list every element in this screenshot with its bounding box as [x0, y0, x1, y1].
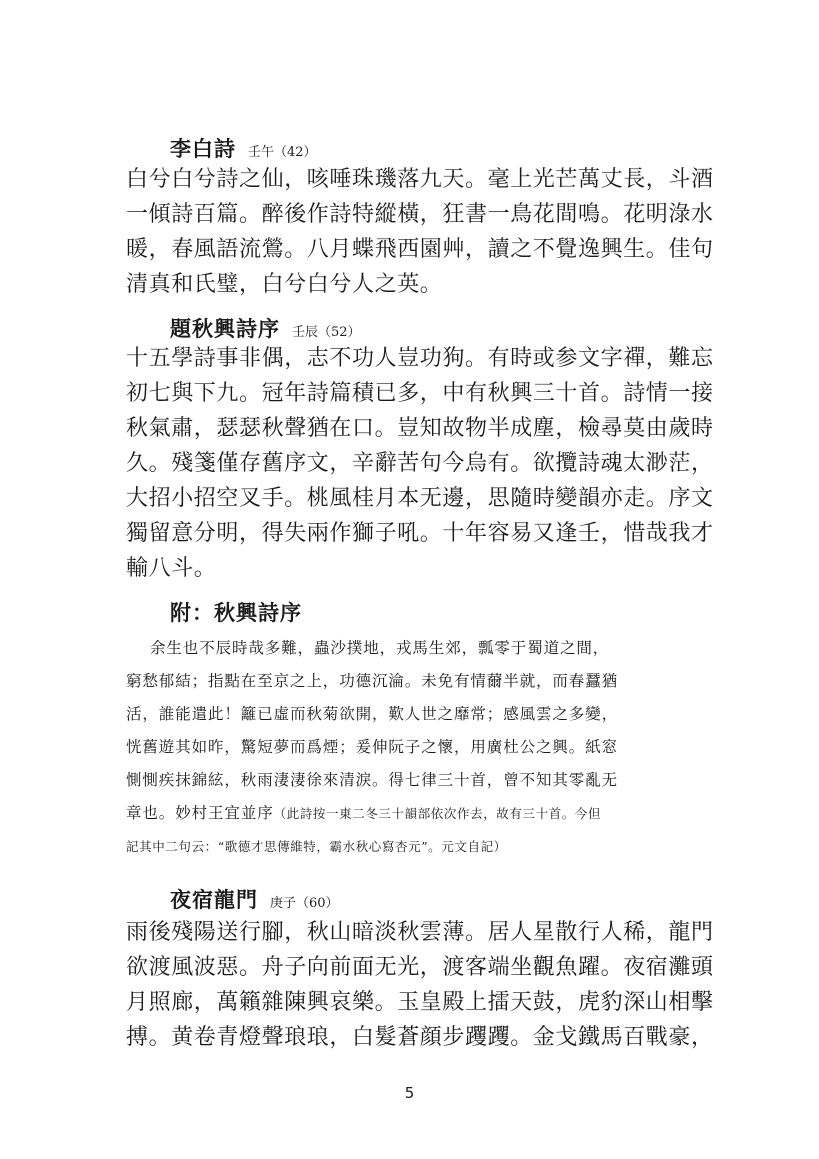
- poem-line: 一傾詩百篇。醉後作詩特縱橫，狂書一鳥花間鳴。花明淥水: [126, 202, 714, 227]
- poem-line: 搏。黄卷青燈聲琅琅，白髮蒼顔步躩躩。金戈鐵馬百戰豪，: [126, 1025, 714, 1050]
- preface-line: 窮愁郁結；指點在至京之上，功德沉淪。未免有情薾半就，而春蠶猶: [126, 672, 619, 690]
- preface-signature: 章也。妙村王宜並序: [126, 804, 274, 822]
- poem-line: 初七與下九。冠年詩篇積已多，中有秋興三十首。詩情一接: [126, 381, 714, 406]
- poem-heading: [170, 313, 361, 343]
- author-note: 記其中二句云：“歌德才思傳維特，霸水秋心寫杏元”。元文自記）: [126, 839, 507, 854]
- preface-line: [126, 801, 726, 826]
- preface-line: 恍舊遊其如昨，驚短夢而爲煙；爰伸阮子之懷，用廣杜公之興。紙窓: [126, 738, 619, 756]
- appendix-heading: [170, 597, 302, 627]
- poem-line: 大招小招空叉手。桃風桂月本无邊，思隨時變韻亦走。序文: [126, 486, 714, 511]
- poem-title: 題秋興詩序: [170, 317, 280, 341]
- preface-line: 活，誰能遣此！籬已虛而秋菊欲開，歎人世之靡常；感風雲之多變，: [126, 705, 619, 723]
- poem-line: 月照廊，萬籟雜陳興哀樂。玉皇殿上擂天鼓，虎豹深山相擊: [126, 990, 714, 1015]
- poem-date-note: 壬午（42）: [248, 145, 317, 160]
- poem-line: 輸八斗。: [126, 556, 217, 581]
- poem-title: 李白詩: [170, 137, 236, 161]
- poem-line: 雨後殘陽送行腳，秋山暗淡秋雲薄。居人星散行人稀，龍門: [126, 920, 714, 945]
- poem-line: 暖，春風語流鶯。八月蝶飛西園艸，讀之不覺逸興生。佳句: [126, 237, 714, 262]
- poem-heading: [170, 884, 339, 914]
- page-number: 5: [404, 1084, 415, 1102]
- preface-line: 余生也不辰時哉多難，蟲沙撲地，戎馬生郊，瓢零于蜀道之間，: [150, 639, 610, 657]
- poem-line: 清真和氏璧，白兮白兮人之英。: [126, 272, 443, 297]
- poem-line: 白兮白兮詩之仙，咳唾珠璣落九天。毫上光芒萬丈長，斗酒: [126, 167, 714, 192]
- poem-line: 秋氣肅，瑟瑟秋聲猶在口。豈知故物半成塵，檢尋莫由歲時: [126, 416, 714, 441]
- poem-date-note: 庚子（60）: [270, 896, 339, 911]
- preface-line: [126, 834, 726, 859]
- poem-line: 久。殘箋僅存舊序文，辛辭苦句今烏有。欲攬詩魂太渺茫，: [126, 451, 714, 476]
- poem-date-note: 壬辰（52）: [292, 325, 361, 340]
- poem-line: 十五學詩事非偶，志不功人豈功狗。有時或参文字禪，難忘: [126, 346, 714, 371]
- preface-line: 惻惻疾抹錦絃，秋雨淒淒徐來清淚。得七律三十首，曾不知其零亂无: [126, 771, 619, 789]
- poem-title: 夜宿龍門: [170, 888, 258, 912]
- poem-heading: [170, 133, 317, 163]
- poem-line: 獨留意分明，得失兩作獅子吼。十年容易又逢壬，惜哉我才: [126, 521, 714, 546]
- author-note: （此詩按一東二冬三十韻部依次作去，故有三十首。今但: [273, 806, 602, 821]
- poem-line: 欲渡風波惡。舟子向前面无光，渡客端坐觀魚躍。夜宿灘頭: [126, 955, 714, 980]
- appendix-title: 附：秋興詩序: [170, 601, 302, 625]
